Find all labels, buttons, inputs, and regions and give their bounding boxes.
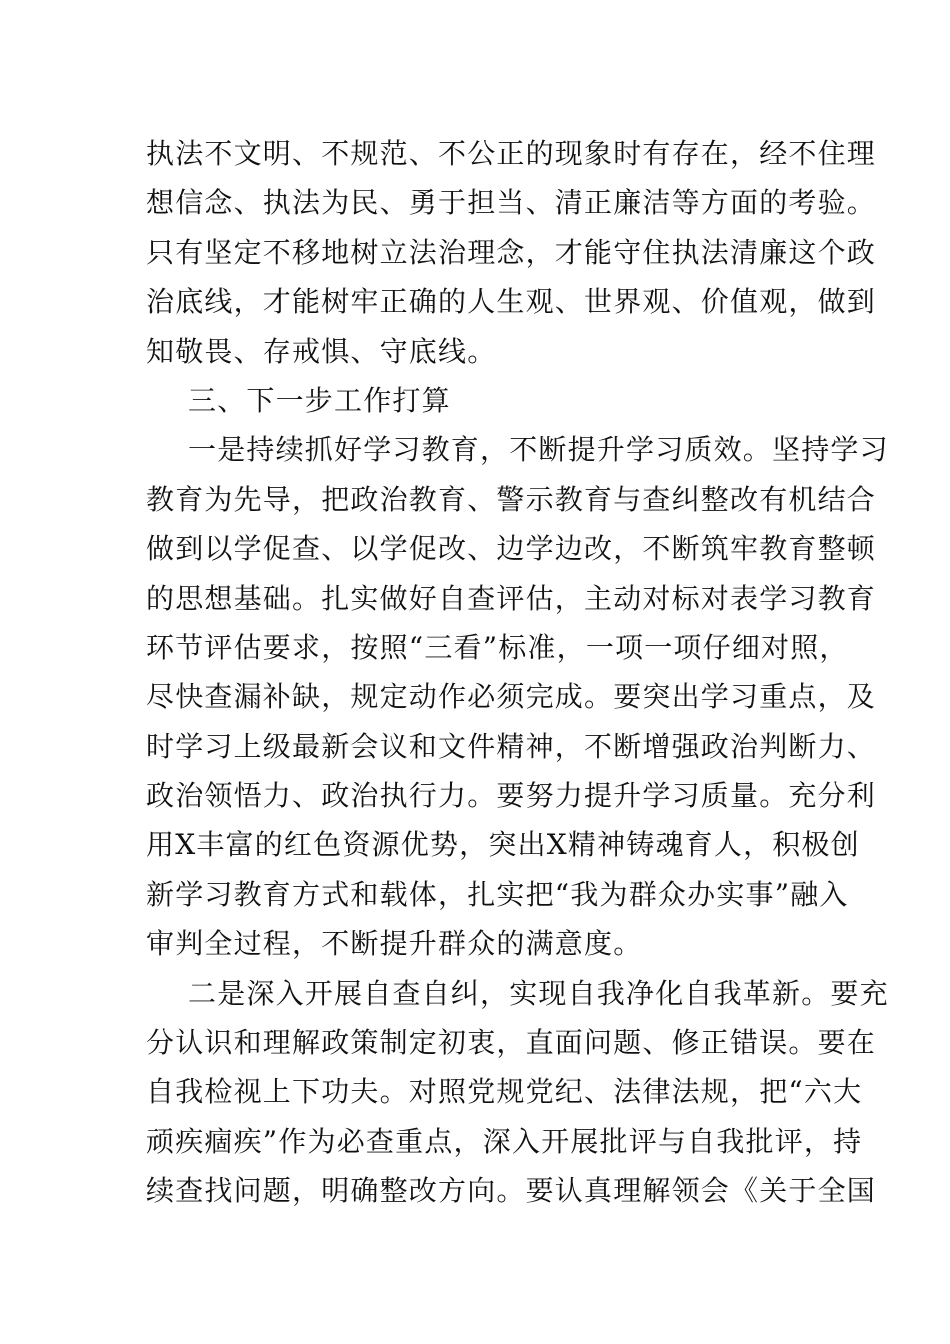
text-line: 续查找问题，明确整改方向。要认真理解领会《关于全国 bbox=[146, 1174, 877, 1208]
text-line: 一是持续抓好学习教育，不断提升学习质效。坚持学习 bbox=[188, 433, 889, 467]
text-line: 的思想基础。扎实做好自查评估，主动对标对表学习教育 bbox=[146, 581, 877, 615]
text-line: 环节评估要求，按照“三看”标准，一项一项仔细对照， bbox=[146, 630, 849, 664]
text-line: 尽快查漏补缺，规定动作必须完成。要突出学习重点，及 bbox=[146, 680, 877, 714]
paragraph bbox=[146, 969, 889, 1216]
text-line: 审判全过程，不断提升群众的满意度。 bbox=[146, 927, 643, 961]
text-line: 用X丰富的红色资源优势，突出X精神铸魂育人，积极创 bbox=[146, 828, 860, 862]
document-page bbox=[146, 129, 889, 1216]
text-line: 治底线，才能树牢正确的人生观、世界观、价值观，做到 bbox=[146, 285, 877, 319]
text-line: 顽疾痼疾”作为必查重点，深入开展批评与自我批评，持 bbox=[146, 1124, 863, 1158]
text-line: 政治领悟力、政治执行力。要努力提升学习质量。充分利 bbox=[146, 779, 877, 813]
text-line: 知敬畏、存戒惧、守底线。 bbox=[146, 334, 497, 368]
paragraph bbox=[146, 425, 889, 968]
paragraph bbox=[146, 129, 877, 376]
text-line: 教育为先导，把政治教育、警示教育与查纠整改有机结合 bbox=[146, 482, 877, 516]
text-line: 二是深入开展自查自纠，实现自我净化自我革新。要充 bbox=[188, 976, 889, 1010]
text-line: 想信念、执法为民、勇于担当、清正廉洁等方面的考验。 bbox=[146, 186, 877, 220]
text-line: 只有坚定不移地树立法治理念，才能守住执法清廉这个政 bbox=[146, 235, 877, 269]
paragraph bbox=[146, 376, 808, 425]
section-heading: 三、下一步工作打算 bbox=[188, 383, 451, 417]
text-line: 做到以学促查、以学促改、边学边改，不断筑牢教育整顿 bbox=[146, 532, 877, 566]
text-line: 时学习上级最新会议和文件精神，不断增强政治判断力、 bbox=[146, 729, 877, 763]
text-line: 执法不文明、不规范、不公正的现象时有存在，经不住理 bbox=[146, 137, 877, 170]
text-line: 分认识和理解政策制定初衷，直面问题、修正错误。要在 bbox=[146, 1026, 877, 1060]
text-line: 自我检视上下功夫。对照党规党纪、法律法规，把“六大 bbox=[146, 1075, 863, 1109]
text-line: 新学习教育方式和载体，扎实把“我为群众办实事”融入 bbox=[146, 877, 849, 911]
